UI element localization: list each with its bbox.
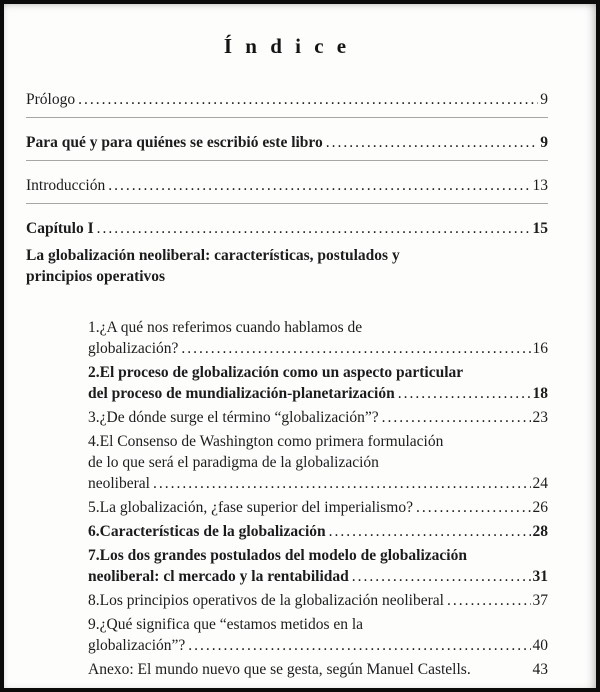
toc-entry-row (26, 132, 548, 153)
toc-entry-row (88, 521, 548, 542)
toc-item (88, 362, 548, 404)
page-number: 13 (532, 177, 548, 194)
toc-entry-text: Para qué y para quiénes se escribió este libro (26, 134, 323, 151)
toc-entry-text: 5.La globalización, ¿fase superior del imperialismo? (88, 499, 413, 516)
toc-entry-row (88, 338, 548, 359)
toc-entry-row (88, 407, 548, 428)
page-number: 37 (532, 592, 548, 609)
dot-leader (349, 566, 531, 587)
dot-leader (178, 338, 530, 359)
dot-leader (185, 635, 530, 656)
toc-item (88, 521, 548, 542)
page-number: 28 (532, 523, 548, 540)
toc-entry-row (26, 89, 548, 110)
dot-leader (395, 383, 531, 404)
dot-leader (323, 132, 538, 153)
toc-entry-row (88, 635, 548, 656)
toc-entry-text: 9.¿Qué significa que “estamos metidos en la (88, 616, 364, 633)
page-number: 9 (540, 91, 548, 108)
toc-entry-row (88, 383, 548, 404)
toc-item (88, 614, 548, 656)
dot-leader (105, 175, 530, 196)
toc-item (88, 431, 548, 494)
toc-item (26, 89, 548, 110)
dot-leader (326, 521, 531, 542)
dot-leader (75, 89, 538, 110)
toc-item (88, 659, 548, 680)
toc-entry-text: Anexo: El mundo nuevo que se gesta, según Manuel Castells. (88, 661, 471, 678)
toc-item (88, 497, 548, 518)
page-number: 40 (532, 637, 548, 654)
dot-leader (413, 497, 531, 518)
toc-entry-text: principios operativos (26, 268, 166, 285)
toc-entry-row (88, 566, 548, 587)
toc-item (26, 175, 548, 196)
page-number: 23 (532, 409, 548, 426)
separator-line (26, 117, 548, 118)
separator-line (26, 160, 548, 161)
page-title: Í n d i c e (223, 34, 351, 58)
toc-item (26, 245, 548, 287)
toc-entry-text: Introducción (26, 177, 106, 194)
dot-leader (94, 218, 531, 239)
toc-entry-row (88, 473, 548, 494)
page-number: 31 (532, 568, 548, 585)
toc-entry-text: 8.Los principios operativos de la globalización neoliberal (88, 592, 444, 609)
toc-entry-row (88, 590, 548, 611)
toc-entry-text: 2.El proceso de globalización como un aspecto particular (88, 364, 464, 381)
toc-entry-text: neoliberal: cl mercado y la rentabilidad (88, 568, 349, 585)
toc-item (26, 218, 548, 239)
toc-entry-row (26, 175, 548, 196)
toc-entry-text: La globalización neoliberal: características, postulados y (26, 247, 400, 264)
toc-entry-row (88, 497, 548, 518)
toc-entry-text: del proceso de mundialización-planetarización (88, 385, 395, 402)
toc-entry-row (26, 218, 548, 239)
page-number: 26 (532, 499, 548, 516)
toc-entry-text: de lo que será el paradigma de la globalización (88, 454, 379, 471)
toc-entry-text: Prólogo (26, 91, 76, 108)
toc-item (26, 132, 548, 153)
page-number: 15 (532, 220, 548, 237)
toc-item (88, 317, 548, 359)
dot-leader (444, 590, 531, 611)
page-number: 43 (532, 661, 548, 678)
page-number: 24 (532, 475, 548, 492)
dot-leader (379, 407, 531, 428)
dot-leader (150, 473, 531, 494)
toc-entry-text: 4.El Consenso de Washington como primera formulación (88, 433, 444, 450)
toc-entry-text: 6.Características de la globalización (88, 523, 326, 540)
toc-entry-text: 1.¿A qué nos referimos cuando hablamos de (88, 319, 363, 336)
toc-entry-text: 3.¿De dónde surge el término “globalización”? (88, 409, 379, 426)
page-number: 16 (532, 340, 548, 357)
toc-entry-text: globalización”? (88, 637, 186, 654)
toc-entry-text: globalización? (88, 340, 179, 357)
toc-entry-row (88, 659, 548, 680)
toc-item (88, 407, 548, 428)
page-number: 9 (540, 134, 548, 151)
toc-entry-text: 7.Los dos grandes postulados del modelo de globalización (88, 547, 467, 564)
toc-item (88, 545, 548, 587)
toc-entry-text: Capítulo I (26, 220, 94, 237)
separator-line (26, 203, 548, 204)
toc-list (26, 89, 548, 680)
toc-item (88, 590, 548, 611)
page-number: 18 (532, 385, 548, 402)
toc-entry-text: neoliberal (88, 475, 150, 492)
